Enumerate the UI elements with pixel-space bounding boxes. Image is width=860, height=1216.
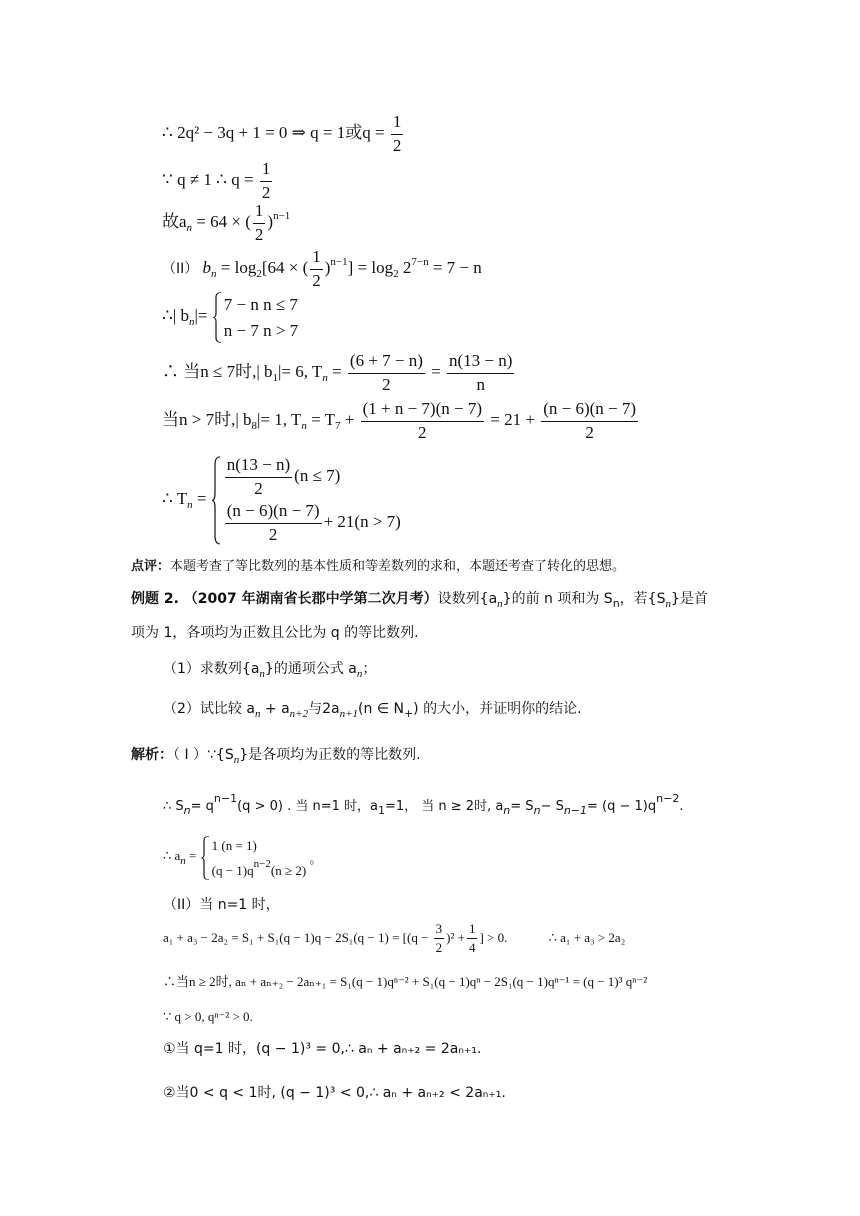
comment-paragraph [131, 560, 625, 573]
comment-text: 本题考查了等比数列的基本性质和等差数列的求和，本题还考查了转化的思想。 [170, 559, 626, 574]
cases-brace: 1 (n = 1) $(q - 1)q^{n-2}(n \ge 2)$ [200, 836, 307, 880]
cases-brace: 7 − n n ≤ 7 n − 7 n > 7 [212, 292, 298, 343]
solution-an-cases: ∴ $a_n$ = 1 (n = 1) $(q - 1)q^{n-2}(n \ge 2)$ 。 [163, 836, 322, 880]
equation-q-value [162, 160, 274, 202]
part-2-equation: a₁ + a₃ − 2a₂ = S₁ + S₁(q − 1)q − 2S₁(q − 1) = [(q − $\frac{3}{2}$ )² + $\frac{1}{4}$ ] > 0. ∴ a₁ + a₃ > 2a₂ [163, 921, 626, 956]
equation-tn-cases: ∴ $T_n$ = $\frac{n(13 - n)}{2}$ (n ≤ 7) $\frac{(n - 6)(n - 7)}{2}$ + 21(n > 7) [162, 455, 401, 545]
case-q-equals-1: ①当 q=1 时，(q − 1)³ = 0,∴ aₙ + aₙ₊₂ = 2aₙ₊₁. [163, 1041, 482, 1057]
question-1: （1）求数列$\{a_n\}$的通项公式 $a_n$； [163, 661, 377, 680]
cases-brace: $\frac{n(13 - n)}{2}$ (n ≤ 7) $\frac{(n - 6)(n - 7)}{2}$ + 21(n > 7) [211, 456, 401, 545]
example-2-line1: 例题 2. （2007 年湖南省长郡中学第二次月考）设数列$\{a_n\}$的前 n 项和为 $S_n$，若$\{S_n\}$是首 [131, 591, 708, 610]
question-2: （2）试比较 $a_n + a_{n+2}$与$2a_{n+1}(n$ ∈ $N_+$) 的大小，并证明你的结论. [163, 701, 582, 720]
comment-label: 点评： [131, 559, 171, 574]
equation-an: 故$a_n = 64$ × ( $\frac{1}{2}$ )$^{n-1}$ [162, 201, 291, 244]
equation-tn-le7: ∴ 当n ≤ 7时,| $b_1|= 6$, $T_n$ = $\frac{(6 + 7 - n)}{2}$ = $\frac{n(13 - n)}{n}$ [162, 351, 513, 394]
example-2-label: 例题 2. （2007 年湖南省长郡中学第二次月考） [131, 591, 438, 607]
part-2-label: （II）当 n=1 时， [163, 897, 280, 913]
solution-line1: 解析：（ I ）$\because\{S_n\}$是各项均为正数的等比数列. [131, 747, 421, 766]
equation-bn: （II） $b_n = \log_2[64$ × ( $\frac{1}{2}$ )$^{n-1}] = \log_2 2^{7-n} = 7 - n$ [162, 247, 482, 290]
equation-abs-bn: ∴| $b_n|=$ 7 − n n ≤ 7 n − 7 n > 7 [162, 292, 298, 343]
fraction-half: $\frac{1}{2}$ [392, 112, 402, 155]
solution-label: 解析： [131, 747, 173, 763]
example-2-line2: 项为 1，各项均为正数且公比为 q 的等比数列. [131, 625, 419, 641]
eq1-text: ∴ 2q² − 3q + 1 = 0 ⇒ q = 1或q = [162, 123, 385, 143]
solution-sn: ∴ $S_n= q^{n-1}(q > 0)$ . 当 n=1 时，$a_1=1$， 当 n ≥ 2时, $a_n= S_n- S_{n-1}= (q - 1)q^{n-2}$. [163, 792, 684, 817]
fraction-half: $\frac{1}{2}$ [261, 159, 271, 202]
positivity-statement: ∵ q > 0, qⁿ⁻² > 0. [163, 1009, 253, 1024]
equation-q-solve [162, 113, 405, 155]
general-case-equation: ∴当n ≥ 2时, aₙ + aₙ₊₂ − 2aₙ₊₁ = S₁(q − 1)qⁿ⁻² + S₁(q − 1)qⁿ − 2S₁(q − 1)qⁿ⁻¹ = (q − 1)³ qⁿ⁻² [163, 974, 648, 989]
case-q-between-0-1: ②当0 < q < 1时, (q − 1)³ < 0,∴ aₙ + aₙ₊₂ < 2aₙ₊₁. [163, 1085, 506, 1101]
eq2-text: ∵ q ≠ 1 ∴ q = [162, 170, 254, 190]
equation-tn-gt7: 当n > 7时,| $b_8|= 1$, $T_n = T_7$ + $\frac{(1 + n - 7)(n - 7)}{2}$ = 21 + $\frac{(n - 6)(n - 7)}{2}$ [162, 399, 637, 442]
